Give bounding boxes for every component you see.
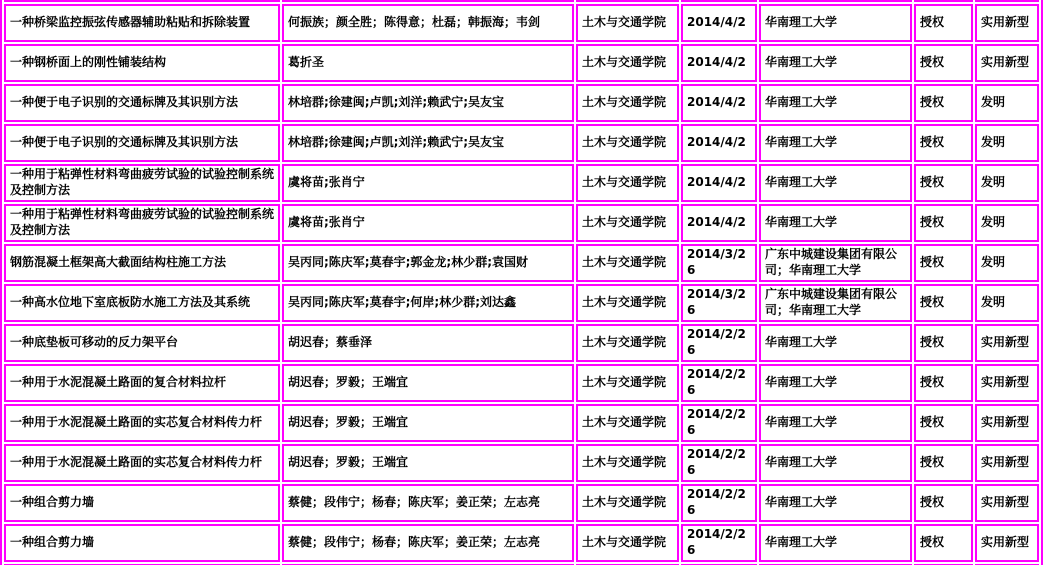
cell-assignee: 华南理工大学 [759,404,912,442]
cell-status: 授权 [914,444,973,482]
cell-date: 2014/2/26 [681,404,757,442]
cell-inventors: 胡迟春；蔡垂泽 [282,324,574,362]
cell-college: 土木与交通学院 [576,404,679,442]
partial-cell [759,0,912,2]
cell-inventors: 吴丙同;陈庆军;莫春宇;郭金龙;林少群;袁国财 [282,244,574,282]
cell-type: 实用新型 [975,364,1039,402]
cell-type: 发明 [975,204,1039,242]
cell-date: 2014/3/26 [681,244,757,282]
cell-patent-title: 一种组合剪力墙 [4,524,280,562]
cell-assignee: 华南理工大学 [759,364,912,402]
cell-college: 土木与交通学院 [576,124,679,162]
cell-inventors: 葛折圣 [282,44,574,82]
cell-assignee: 广东中城建设集团有限公司；华南理工大学 [759,244,912,282]
table-row [4,164,1039,202]
cell-type: 实用新型 [975,484,1039,522]
cell-college: 土木与交通学院 [576,84,679,122]
cell-assignee: 华南理工大学 [759,484,912,522]
cell-college: 土木与交通学院 [576,324,679,362]
cell-inventors: 蔡健；段伟宁；杨春；陈庆军；姜正荣；左志亮 [282,484,574,522]
cell-patent-title: 一种用于粘弹性材料弯曲疲劳试验的试验控制系统及控制方法 [4,204,280,242]
cell-assignee: 华南理工大学 [759,164,912,202]
cell-college: 土木与交通学院 [576,4,679,42]
cell-patent-title: 钢筋混凝土框架高大截面结构柱施工方法 [4,244,280,282]
cell-date: 2014/3/26 [681,284,757,322]
cell-patent-title: 一种高水位地下室底板防水施工方法及其系统 [4,284,280,322]
cell-inventors: 吴丙同;陈庆军;莫春宇;何岸;林少群;刘达鑫 [282,284,574,322]
cell-college: 土木与交通学院 [576,284,679,322]
cell-status: 授权 [914,284,973,322]
cell-patent-title: 一种桥梁监控振弦传感器辅助粘贴和拆除装置 [4,4,280,42]
cell-assignee: 华南理工大学 [759,84,912,122]
cell-type: 实用新型 [975,524,1039,562]
cell-assignee: 华南理工大学 [759,44,912,82]
cell-inventors: 林培群;徐建闽;卢凯;刘洋;赖武宁;吴友宝 [282,84,574,122]
cell-inventors: 胡迟春；罗毅；王端宜 [282,404,574,442]
cell-date: 2014/2/26 [681,524,757,562]
cell-status: 授权 [914,204,973,242]
cell-inventors: 林培群;徐建闽;卢凯;刘洋;赖武宁;吴友宝 [282,124,574,162]
cell-type: 实用新型 [975,444,1039,482]
cell-date: 2014/2/26 [681,364,757,402]
table-row [4,284,1039,322]
cell-status: 授权 [914,364,973,402]
table-row [4,324,1039,362]
cell-inventors: 何振族；颜全胜；陈得意；杜磊；韩振海；韦剑 [282,4,574,42]
table-row [4,84,1039,122]
cell-patent-title: 一种用于水泥混凝土路面的复合材料拉杆 [4,364,280,402]
cell-status: 授权 [914,524,973,562]
partial-cell [975,0,1039,2]
cell-patent-title: 一种用于水泥混凝土路面的实芯复合材料传力杆 [4,404,280,442]
cell-date: 2014/4/2 [681,124,757,162]
cell-college: 土木与交通学院 [576,164,679,202]
cell-status: 授权 [914,404,973,442]
cell-inventors: 蔡健；段伟宁；杨春；陈庆军；姜正荣；左志亮 [282,524,574,562]
cell-assignee: 华南理工大学 [759,444,912,482]
cell-status: 授权 [914,244,973,282]
cell-date: 2014/2/26 [681,484,757,522]
cell-status: 授权 [914,164,973,202]
cell-date: 2014/4/2 [681,204,757,242]
table-row [4,484,1039,522]
cell-date: 2014/2/26 [681,324,757,362]
table-row [4,244,1039,282]
cell-patent-title: 一种组合剪力墙 [4,484,280,522]
cell-patent-title: 一种便于电子识别的交通标牌及其识别方法 [4,84,280,122]
table-row [4,4,1039,42]
cell-patent-title: 一种底垫板可移动的反力架平台 [4,324,280,362]
cell-inventors: 虞将苗;张肖宁 [282,204,574,242]
cell-type: 发明 [975,284,1039,322]
cell-assignee: 华南理工大学 [759,4,912,42]
cell-assignee: 华南理工大学 [759,524,912,562]
cell-type: 实用新型 [975,324,1039,362]
cell-type: 实用新型 [975,4,1039,42]
cell-inventors: 胡迟春；罗毅；王端宜 [282,444,574,482]
partial-cell [681,0,757,2]
cell-assignee: 广东中城建设集团有限公司；华南理工大学 [759,284,912,322]
cell-status: 授权 [914,84,973,122]
cell-college: 土木与交通学院 [576,204,679,242]
table-row [4,404,1039,442]
table-row [4,44,1039,82]
cell-date: 2014/4/2 [681,44,757,82]
cell-college: 土木与交通学院 [576,444,679,482]
cell-type: 发明 [975,84,1039,122]
cell-college: 土木与交通学院 [576,524,679,562]
cell-type: 发明 [975,164,1039,202]
cell-college: 土木与交通学院 [576,44,679,82]
cell-patent-title: 一种用于水泥混凝土路面的实芯复合材料传力杆 [4,444,280,482]
cell-type: 实用新型 [975,44,1039,82]
table-row [4,364,1039,402]
cell-status: 授权 [914,124,973,162]
cell-date: 2014/4/2 [681,84,757,122]
cell-status: 授权 [914,4,973,42]
table-row [4,204,1039,242]
cell-college: 土木与交通学院 [576,244,679,282]
cell-type: 发明 [975,244,1039,282]
cell-assignee: 华南理工大学 [759,124,912,162]
cell-type: 实用新型 [975,404,1039,442]
table-row [4,124,1039,162]
cell-patent-title: 一种钢桥面上的刚性铺装结构 [4,44,280,82]
cell-college: 土木与交通学院 [576,484,679,522]
partial-row-top [4,0,1039,2]
table-row [4,524,1039,562]
table-row [4,444,1039,482]
cell-inventors: 虞将苗;张肖宁 [282,164,574,202]
cell-patent-title: 一种用于粘弹性材料弯曲疲劳试验的试验控制系统及控制方法 [4,164,280,202]
cell-status: 授权 [914,44,973,82]
cell-patent-title: 一种便于电子识别的交通标牌及其识别方法 [4,124,280,162]
cell-status: 授权 [914,324,973,362]
cell-date: 2014/2/26 [681,444,757,482]
cell-inventors: 胡迟春；罗毅；王端宜 [282,364,574,402]
cell-assignee: 华南理工大学 [759,204,912,242]
cell-status: 授权 [914,484,973,522]
cell-type: 发明 [975,124,1039,162]
cell-date: 2014/4/2 [681,164,757,202]
partial-cell [914,0,973,2]
partial-cell [282,0,574,2]
cell-college: 土木与交通学院 [576,364,679,402]
cell-date: 2014/4/2 [681,4,757,42]
partial-cell [576,0,679,2]
cell-assignee: 华南理工大学 [759,324,912,362]
partial-cell [4,0,280,2]
